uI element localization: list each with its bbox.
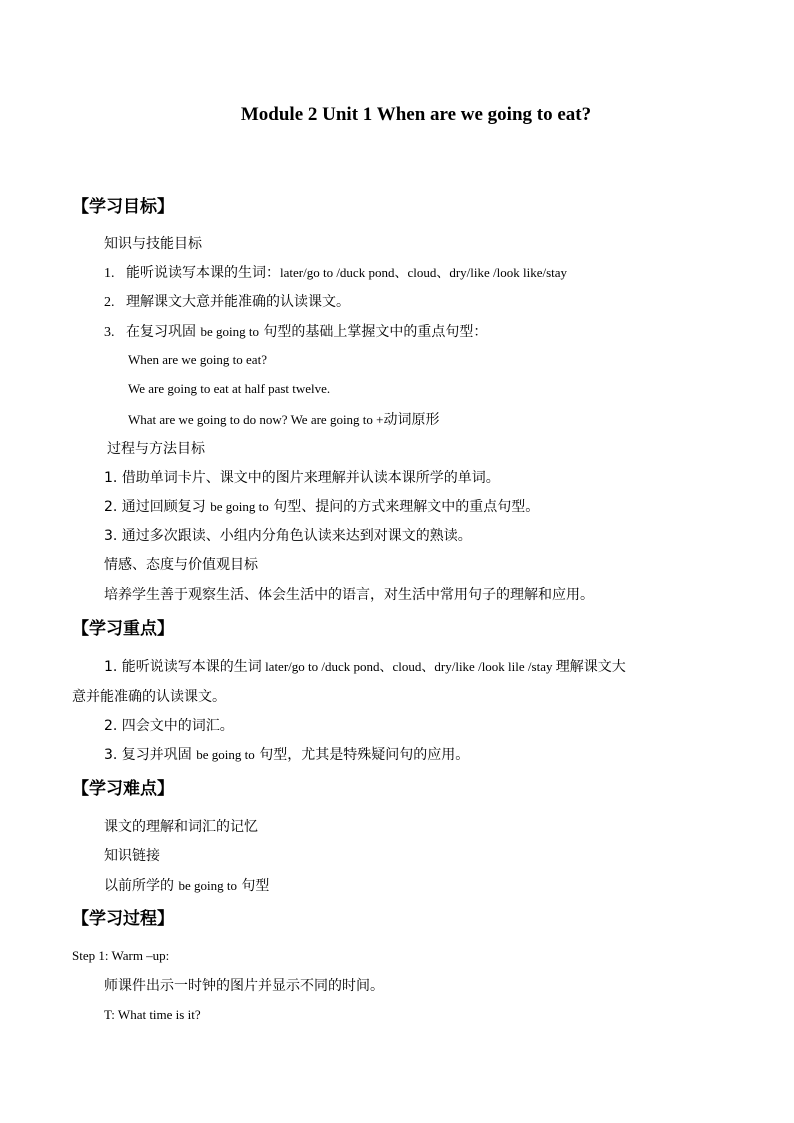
list-number: 2. <box>104 295 115 310</box>
grammar-pattern: be going to <box>178 878 237 893</box>
knowledge-goal-1 <box>104 262 567 282</box>
key-sentence-3-text: What are we going to do now? We are going to + <box>128 412 384 427</box>
knowledge-goal-3-text-end: 句型的基础上掌握文中的重点句型： <box>258 324 488 340</box>
knowledge-goals-title: 知识与技能目标 <box>104 236 202 252</box>
grammar-pattern: be going to <box>200 324 259 339</box>
key-point-1-continued: 意并能准确的认读课文。 <box>72 689 226 705</box>
process-goal-1: 1. 借助单词卡片、课文中的图片来理解并认读本课所学的单词。 <box>104 470 500 486</box>
process-goal-3: 3. 通过多次跟读、小组内分角色认读来达到对课文的熟读。 <box>104 528 472 544</box>
vocabulary-list: later/go to /duck pond、cloud、dry/like /look like/stay <box>280 265 568 280</box>
key-point-3-text-end: 句型，尤其是特殊疑问句的应用。 <box>254 747 470 763</box>
prior-knowledge-text: 以前所学的 <box>104 878 179 894</box>
key-point-3-text: 3. 复习并巩固 <box>104 747 197 763</box>
key-point-3 <box>104 744 469 764</box>
knowledge-goal-3 <box>104 321 487 341</box>
heading-key-points: 【学习重点】 <box>72 619 174 639</box>
heading-difficulties: 【学习难点】 <box>72 779 174 799</box>
heading-objectives: 【学习目标】 <box>72 197 174 217</box>
page-title: Module 2 Unit 1 When are we going to eat? <box>240 104 592 125</box>
step-1-title: Step 1: Warm –up: <box>72 948 170 963</box>
emotion-goals-title: 情感、态度与价值观目标 <box>104 557 258 573</box>
list-number: 3. <box>104 325 115 340</box>
step-1-description: 师课件出示一时钟的图片并显示不同的时间。 <box>104 978 384 994</box>
process-goal-2-text-end: 句型、提问的方式来理解文中的重点句型。 <box>268 499 540 515</box>
grammar-pattern: be going to <box>210 499 269 514</box>
grammar-pattern: be going to <box>196 747 255 762</box>
knowledge-goal-2 <box>104 291 350 311</box>
heading-process: 【学习过程】 <box>72 909 174 929</box>
key-point-2: 2. 四会文中的词汇。 <box>104 718 234 734</box>
emotion-goal: 培养学生善于观察生活、体会生活中的语言，对生活中常用句子的理解和应用。 <box>104 587 594 603</box>
prior-knowledge-text-end: 句型 <box>236 878 270 894</box>
process-goal-2-text: 2. 通过回顾复习 <box>104 499 211 515</box>
key-sentence-3-cn: 动词原形 <box>383 412 440 428</box>
key-sentence-1: When are we going to eat? <box>128 352 267 367</box>
key-sentence-2: We are going to eat at half past twelve. <box>128 381 331 396</box>
prior-knowledge <box>104 875 269 895</box>
key-point-1 <box>104 656 626 676</box>
knowledge-goal-3-text: 在复习巩固 <box>126 324 201 340</box>
process-goal-2 <box>104 496 539 516</box>
key-point-1-text: 1. 能听说读写本课的生词 <box>104 659 262 675</box>
knowledge-goal-2-text: 理解课文大意并能准确的认读课文。 <box>126 294 350 310</box>
process-goals-title: 过程与方法目标 <box>107 441 205 457</box>
knowledge-link: 知识链接 <box>104 848 160 864</box>
difficulty-1: 课文的理解和词汇的记忆 <box>104 819 258 835</box>
key-sentence-3 <box>128 409 440 429</box>
list-number: 1. <box>104 266 115 281</box>
step-1-question: T: What time is it? <box>104 1007 201 1022</box>
knowledge-goal-1-text: 能听说读写本课的生词： <box>126 265 280 281</box>
vocabulary-list: later/go to /duck pond、cloud、dry/like /look lile /stay <box>261 659 556 674</box>
key-point-1-text-end: 理解课文大 <box>555 659 626 675</box>
